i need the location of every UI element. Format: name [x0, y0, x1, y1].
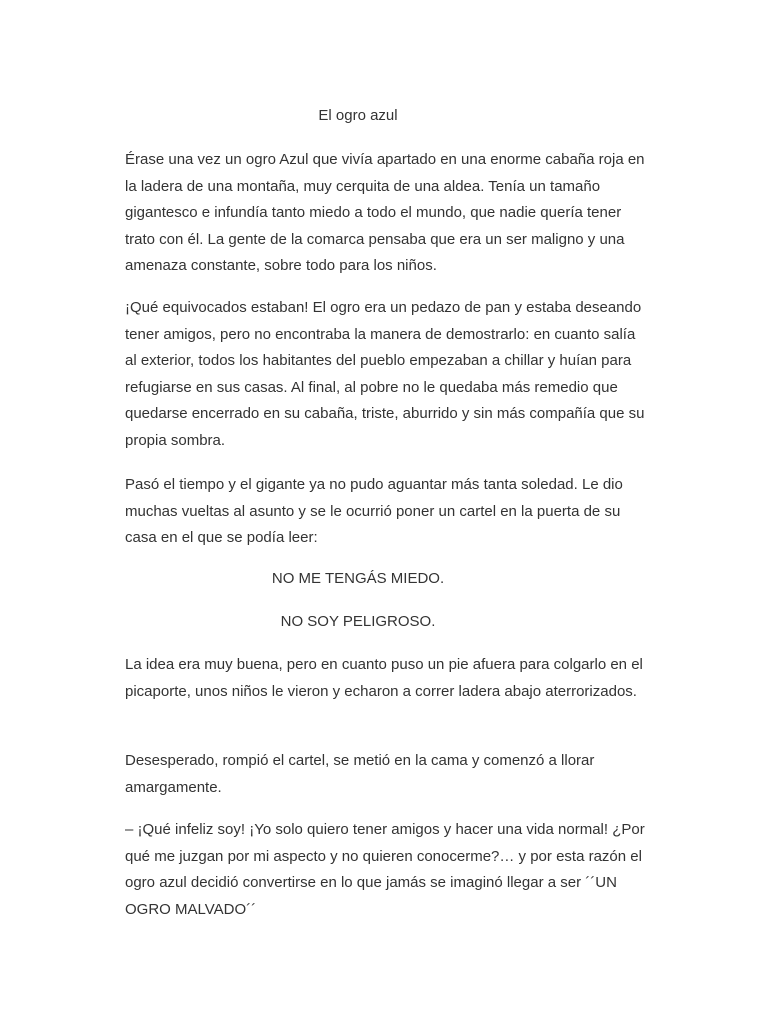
paragraph-lament: – ¡Qué infeliz soy! ¡Yo solo quiero tener amigos y hacer una vida normal! ¿Por qué me juzgan por mi aspecto y no quieren conocerme?… y por esta razón el ogro azul decidió convertirse en lo que jamás se imaginó llegar a ser ´´UN OGRO MALVADO´´	[125, 821, 645, 918]
sign-line-2: NO SOY PELIGROSO.	[280, 613, 436, 630]
sign-line-1: NO ME TENGÁS MIEDO.	[271, 570, 445, 587]
document-title: El ogro azul	[318, 107, 398, 124]
paragraph-sign-idea: Pasó el tiempo y el gigante ya no pudo aguantar más tanta soledad. Le dio muchas vueltas al asunto y se le ocurrió poner un cartel en la puerta de su casa en el que se podía leer:	[125, 476, 623, 547]
paragraph-children-run: La idea era muy buena, pero en cuanto puso un pie afuera para colgarlo en el picaporte, unos niños le vieron y echaron a correr ladera abajo aterrorizados.	[125, 656, 643, 700]
paragraph-intro: Érase una vez un ogro Azul que vivía apartado en una enorme cabaña roja en la ladera de una montaña, muy cerquita de una aldea. Tenía un tamaño gigantesco e infundía tanto miedo a todo el mundo, que nadie quería tener trato con él. La gente de la comarca pensaba que era un ser maligno y una amenaza constante, sobre todo para los niños.	[125, 151, 645, 275]
paragraph-desperate: Desesperado, rompió el cartel, se metió en la cama y comenzó a llorar amargamente.	[125, 752, 595, 796]
paragraph-mistaken: ¡Qué equivocados estaban! El ogro era un pedazo de pan y estaba deseando tener amigos, pero no encontraba la manera de demostrarlo: en cuanto salía al exterior, todos los habitantes del pueblo empezaban a chillar y huían para refugiarse en sus casas. Al final, al pobre no le quedaba más remedio que quedarse encerrado en su cabaña, triste, aburrido y sin más compañía que su propia sombra.	[125, 299, 645, 449]
